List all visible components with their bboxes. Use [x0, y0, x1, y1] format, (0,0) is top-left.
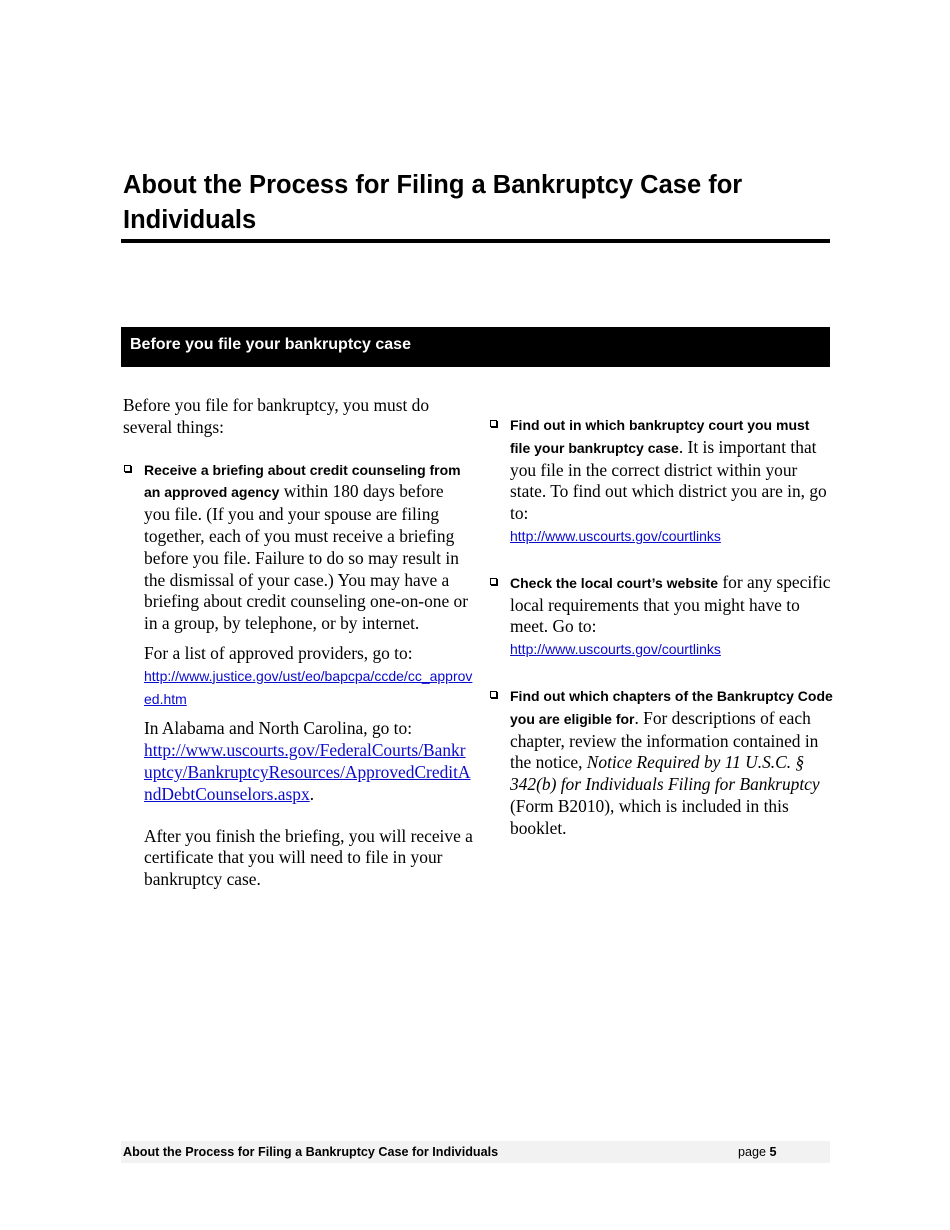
section-header — [121, 327, 830, 367]
page-number-value: 5 — [769, 1145, 777, 1159]
alabama-text: In Alabama and North Carolina, go to: — [144, 718, 413, 739]
checkbox-icon — [124, 465, 131, 472]
checkbox-icon — [490, 691, 497, 698]
intro-text: Before you file for bankruptcy, you must do several things: — [123, 395, 430, 437]
item-lead: Receive a briefing about credit counseling from an approved agency — [144, 461, 461, 501]
page-number — [738, 1145, 777, 1159]
approved-providers-link[interactable]: http://www.justice.gov/ust/eo/bapcpa/ccde/cc_approved.htm — [144, 667, 473, 707]
item-body: . For descriptions of each chapter, review the information contained in the notice, — [510, 707, 819, 773]
footer-title: About the Process for Filing a Bankruptcy Case for Individuals — [123, 1145, 499, 1159]
title-rule — [121, 239, 830, 243]
item-body: . It is important that you file in the correct district within your state. To find out which district you are in, go to: — [510, 436, 827, 524]
alabama-period: . — [309, 783, 315, 804]
checkbox-icon — [490, 420, 497, 427]
item-body: for any specific local requirements that you might have to meet. Go to: — [510, 571, 831, 637]
page-footer — [121, 1141, 830, 1163]
item-lead: Check the local court’s website — [510, 574, 718, 591]
item-body-end: (Form B2010), which is included in this booklet. — [510, 795, 789, 838]
checklist-item-local-court — [489, 572, 833, 661]
courtlinks-link[interactable]: http://www.uscourts.gov/courtlinks — [510, 527, 721, 544]
alabama-nc-link[interactable]: http://www.uscourts.gov/FederalCourts/Bankruptcy/BankruptcyResources/ApprovedCreditAndDebtCounselors.aspx — [144, 740, 471, 804]
providers-text: For a list of approved providers, go to: — [144, 642, 413, 663]
page-title: About the Process for Filing a Bankruptcy Case for Individuals — [123, 171, 743, 234]
left-column — [123, 395, 473, 891]
courtlinks-link[interactable]: http://www.uscourts.gov/courtlinks — [510, 641, 721, 658]
checkbox-icon — [490, 578, 497, 585]
notice-title: Notice Required by 11 U.S.C. § 342(b) for Individuals Filing for Bankruptcy — [510, 752, 820, 795]
item-body: within 180 days before you file. (If you and your spouse are filing together, each of you must receive a briefing before you file. Failure to do so may result in the dismissal of your case.) You may have a briefing about credit counseling one-on-one or in a group, by telephone, or by internet. — [144, 481, 469, 634]
item-lead: Find out which chapters of the Bankruptcy Code you are eligible for — [510, 687, 833, 727]
item-lead: Find out in which bankruptcy court you must file your bankruptcy case — [510, 417, 810, 456]
section-heading: Before you file your bankruptcy case — [130, 336, 411, 353]
checklist-item-credit-counseling — [123, 459, 473, 891]
checklist-item-court — [489, 414, 833, 548]
page-label: page — [738, 1145, 770, 1159]
right-column — [489, 414, 833, 840]
after-briefing-text: After you finish the briefing, you will receive a certificate that you will need to file in your bankruptcy case. — [144, 825, 473, 890]
checklist-item-chapters — [489, 685, 833, 840]
